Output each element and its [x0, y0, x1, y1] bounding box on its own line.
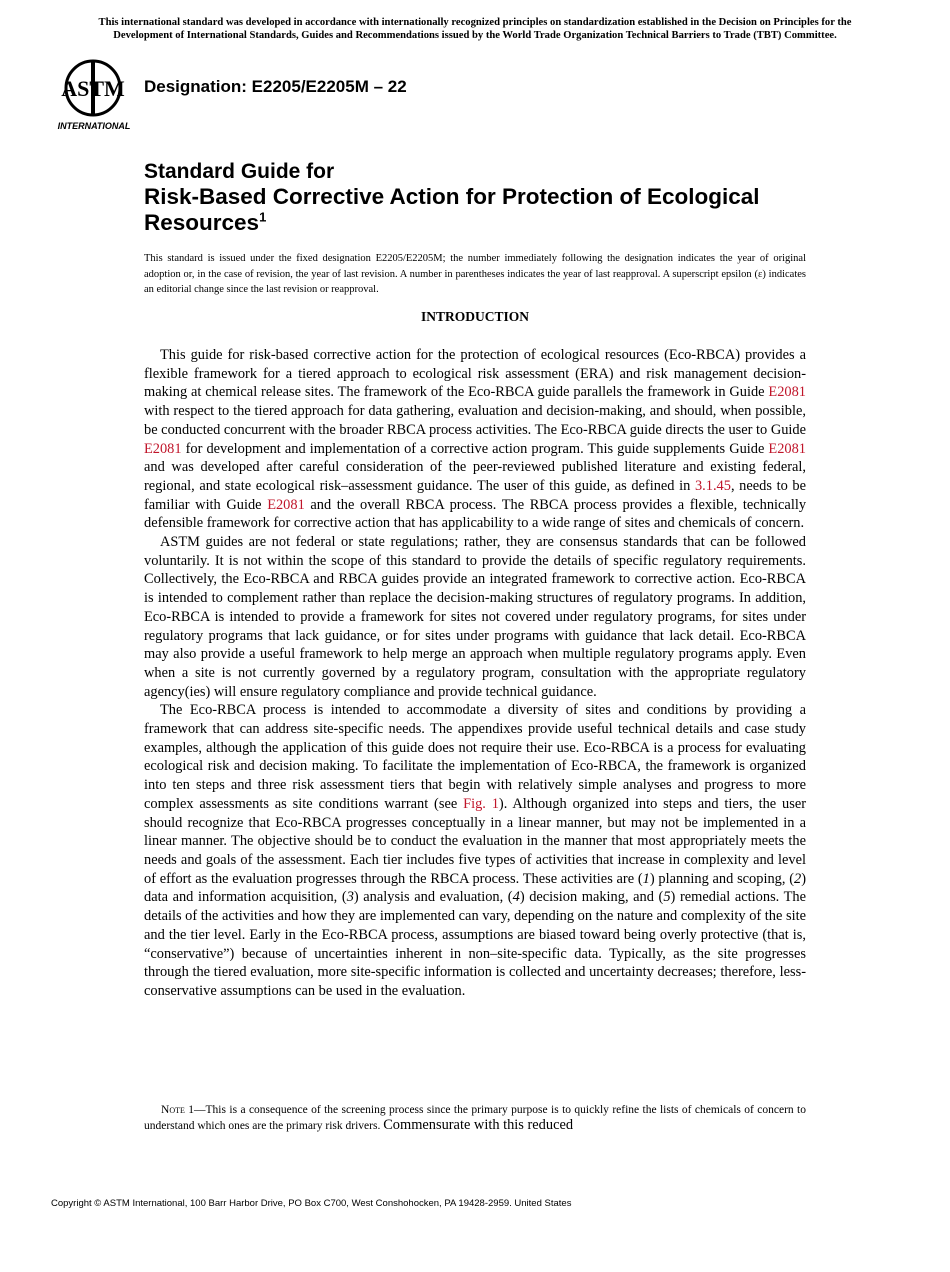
- note-1: [144, 1103, 806, 1134]
- wto-notice: [20, 16, 930, 42]
- text-run: with respect to the tiered approach for data gathering, evaluation and decision-making, and should, when possible, be conducted concurrent with the broader RBCA process activities. The Eco-RBCA guide directs the user to Guide: [144, 403, 806, 438]
- list-number: 1: [642, 870, 650, 887]
- wto-notice-line1: This international standard was developed in accordance with internationally recognized principles on standardization established in the Decision on Principles for the: [98, 17, 852, 28]
- introduction-heading: INTRODUCTION: [420, 309, 529, 324]
- wto-notice-line2: Development of International Standards, Guides and Recommendations issued by the World Trade Organization Technical Barriers to Trade (TBT) Committee.: [113, 30, 837, 41]
- footnote-mark[interactable]: 1: [259, 209, 267, 225]
- list-number: 2: [794, 870, 802, 887]
- text-run: ) decision making, and (: [519, 889, 664, 906]
- text-run: , needs to be familiar with Guide: [144, 477, 806, 513]
- ref-link-e2081[interactable]: E2081: [144, 440, 182, 457]
- text-run: ). Although organized into steps and tiers, the user should recognize that Eco-RBCA progresses conceptually in a linear manner, but may not be implemented in a linear manner. The objective should be to conduct the evaluation in the manner that most appropriately meets the needs and goals of the assessment. Each tier includes five types of activities that increase in complexity and level of effort as the evaluation progresses through the RBCA process. These activities are (: [144, 795, 807, 887]
- text-run: ) data and information acquisition, (: [144, 870, 806, 906]
- document-title: [144, 159, 824, 236]
- text-run: for development and implementation of a corrective action program. This guide supplements Guide: [181, 440, 769, 457]
- text-run: This guide for risk-based corrective action for the protection of ecological resources (Eco-RBCA) provides a flexible framework for a tiered approach to ecological risk assessment (ERA) and risk management decision-making at chemical release sites. The framework of the Eco-RBCA guide parallels the framework in Guide: [144, 347, 806, 401]
- title-main: Risk-Based Corrective Action for Protection of Ecological Resources: [144, 184, 760, 235]
- copyright-footer: Copyright © ASTM International, 100 Barr Harbor Drive, PO Box C700, West Conshohocken, PA 19428-2959. United States: [51, 1198, 572, 1209]
- figure-link[interactable]: Fig. 1: [463, 795, 499, 812]
- issued-note: This standard is issued under the fixed designation E2205/E2205M; the number immediately following the designation indicates the year of original adoption or, in the case of revision, the year of last revision. A number in parentheses indicates the year of last reapproval. A superscript epsilon (ε) indicates an editorial change since the last revision or reapproval.: [144, 253, 806, 295]
- text-run: and the overall RBCA process. The RBCA process provides a flexible, technically defensible framework for corrective action that has applicability to a wide range of sites and chemicals of concern.: [144, 496, 807, 532]
- title-line1: Standard Guide for: [144, 160, 335, 183]
- text-run: and was developed after careful consideration of the peer-reviewed published literature and existing federal, regional, and state ecological risk–assessment guidance. The user of this guide, as defined in: [144, 459, 806, 494]
- text-run: The Eco-RBCA process is intended to accommodate a diversity of sites and conditions by providing a framework that can address site-specific needs. The appendixes provide useful technical details and case study examples, although the application of this guide does not require their use. Eco-RBCA is a process for evaluating ecological risk and decision making. To facilitate the implementation of Eco-RBCA, the framework is organized into ten steps and three risk assessment tiers that begin with relatively simple analyses and progress to more complex assessments as site conditions warrant (see: [144, 702, 806, 812]
- text-run: ) remedial actions. The details of the activities and how they are implemented can vary, depending on the nature and complexity of the site and the tier level. Early in the Eco-RBCA process, assumptions are biased toward being overly protective (that is, “conservative”) because of uncertainties inherent in non–site-specific data. Typically, as the site progresses through the tiered evaluation, more site-specific information is collected and uncertainty decreases; therefore, less-conservative assumptions can be used in the evaluation.: [144, 889, 806, 999]
- logo-subtext: INTERNATIONAL: [57, 121, 131, 131]
- title-line2: [144, 184, 824, 236]
- ref-link-e2081[interactable]: E2081: [768, 384, 806, 401]
- paragraph-3: [144, 701, 806, 1000]
- paragraph-2: ASTM guides are not federal or state regulations; rather, they are consensus standards that can be followed voluntarily. It is not within the scope of this standard to provide the details of specific regulatory requirements. Collectively, the Eco-RBCA and RBCA guides provide an integrated framework to corrective action. Eco-RBCA is intended to complement rather than replace the decision-making structures of regulatory programs. In addition, Eco-RBCA is intended to provide a framework for sites not covered under regulatory programs, for sites under regulatory programs that lack guidance, or for sites under programs with guidance that lack detail. Eco-RBCA may also provide a useful framework to help merge an approach when multiple regulatory programs apply. Even when a site is not currently governed by a regulatory program, consultation with the appropriate regulatory agency(ies) will ensure regulatory compliance and provide technical guidance.: [144, 534, 806, 700]
- text-run: ) planning and scoping, (: [649, 870, 794, 887]
- ref-link-section[interactable]: 3.1.45: [694, 477, 731, 494]
- paragraph-1: [144, 346, 806, 533]
- designation: Designation: E2205/E2205M – 22: [144, 77, 407, 96]
- note-number: 1: [188, 1104, 195, 1116]
- logo-text: ASTM: [61, 76, 125, 101]
- note-label: Note: [161, 1104, 185, 1116]
- introduction-body: [144, 346, 806, 1001]
- list-number: 5: [663, 889, 671, 906]
- list-number: 3: [346, 889, 354, 906]
- note-continuation: Commensurate with this reduced: [383, 1117, 574, 1133]
- ref-link-e2081[interactable]: E2081: [267, 496, 305, 513]
- astm-logo: [53, 58, 135, 132]
- note-text: —This is a consequence of the screening process since the primary purpose is to quickly refine the lists of chemicals of concern to understand which ones are the primary risk drivers.: [144, 1104, 807, 1132]
- text-run: ) analysis and evaluation, (: [353, 889, 513, 906]
- list-number: 4: [512, 889, 520, 906]
- ref-link-e2081[interactable]: E2081: [768, 440, 806, 457]
